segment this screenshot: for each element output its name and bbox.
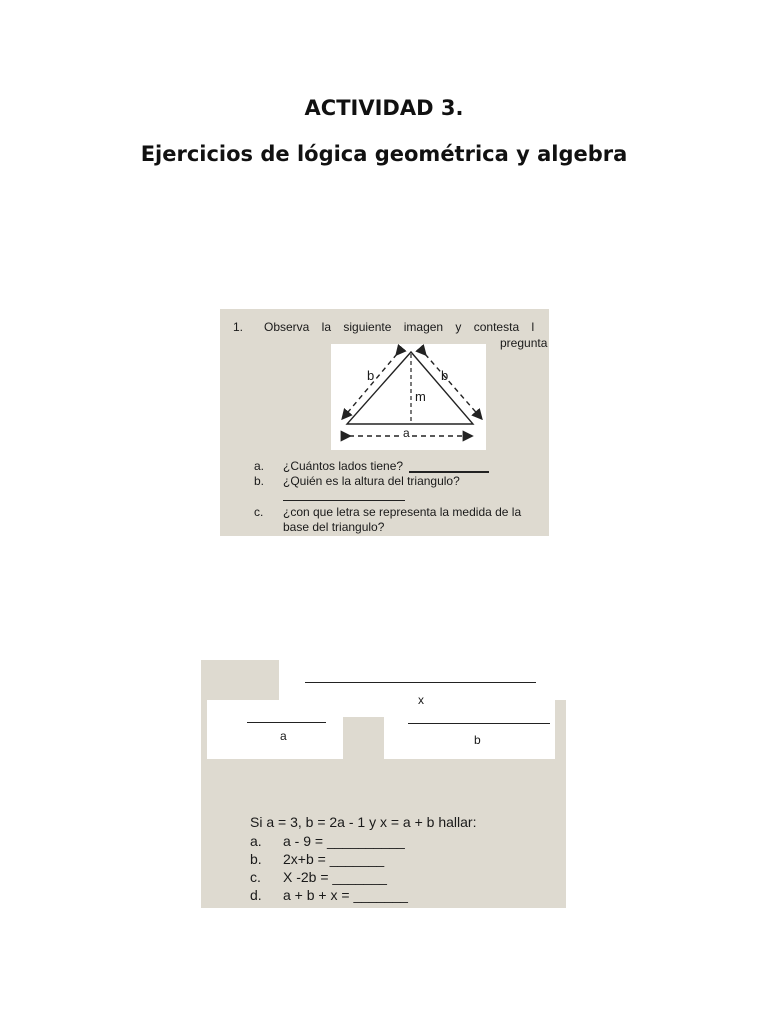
given-values: Si a = 3, b = 2a - 1 y x = a + b hallar:: [250, 814, 477, 830]
problem-a-letter: a.: [250, 833, 262, 849]
label-base-a: a: [403, 426, 410, 440]
problem-b-letter: b.: [250, 851, 262, 867]
segment-b-line: [408, 723, 550, 724]
question-a-letter: a.: [254, 459, 265, 473]
segment-a-label: a: [280, 729, 287, 743]
problem-b: [250, 851, 384, 867]
segment-x-label: x: [418, 693, 424, 707]
segment-area-left: [207, 717, 343, 759]
question-c-text: ¿con que letra se representa la medida de la: [283, 505, 522, 519]
segment-area-middle: [207, 700, 555, 717]
question-c-letter: c.: [254, 505, 264, 519]
segment-a-line: [247, 722, 326, 723]
problem-c-expr: X -2b = _______: [283, 869, 387, 885]
question-b-letter: b.: [254, 474, 265, 488]
problem-a: [250, 833, 405, 849]
activity-title: ACTIVIDAD 3.: [304, 96, 464, 120]
question-b-text: ¿Quién es la altura del triangulo?: [283, 474, 460, 488]
answer-line-a: [409, 471, 489, 473]
question-c-text-cont: base del triangulo?: [283, 520, 385, 534]
exercise-1-number: 1.: [233, 320, 244, 334]
exercise-1-prompt-cont: pregunta: [500, 336, 548, 350]
exercise-1-image: [220, 309, 549, 536]
label-side-b-left: b: [367, 368, 375, 383]
label-height-m: m: [415, 389, 426, 404]
segment-x-line: [305, 682, 536, 683]
problem-d-letter: d.: [250, 887, 262, 903]
label-side-b-right: b: [441, 368, 449, 383]
triangle-diagram: [331, 344, 486, 450]
problem-d-expr: a + b + x = _______: [283, 887, 408, 903]
segment-b-label: b: [474, 733, 481, 747]
problem-a-expr: a - 9 = __________: [283, 833, 405, 849]
answer-line-b: [283, 500, 405, 501]
question-a-text: ¿Cuántos lados tiene?: [283, 459, 404, 473]
side-b-right-arrow: [425, 354, 481, 418]
problem-d: [250, 887, 408, 903]
exercise-1-prompt: Observa la siguiente imagen y contesta l: [264, 320, 535, 334]
problem-c: [250, 869, 387, 885]
activity-subtitle: Ejercicios de lógica geométrica y algebra: [140, 142, 628, 166]
problem-c-letter: c.: [250, 869, 261, 885]
problem-b-expr: 2x+b = _______: [283, 851, 385, 867]
side-b-left-arrow: [343, 354, 397, 418]
exercise-2-image: [201, 660, 566, 908]
triangle-shape: [347, 352, 473, 424]
